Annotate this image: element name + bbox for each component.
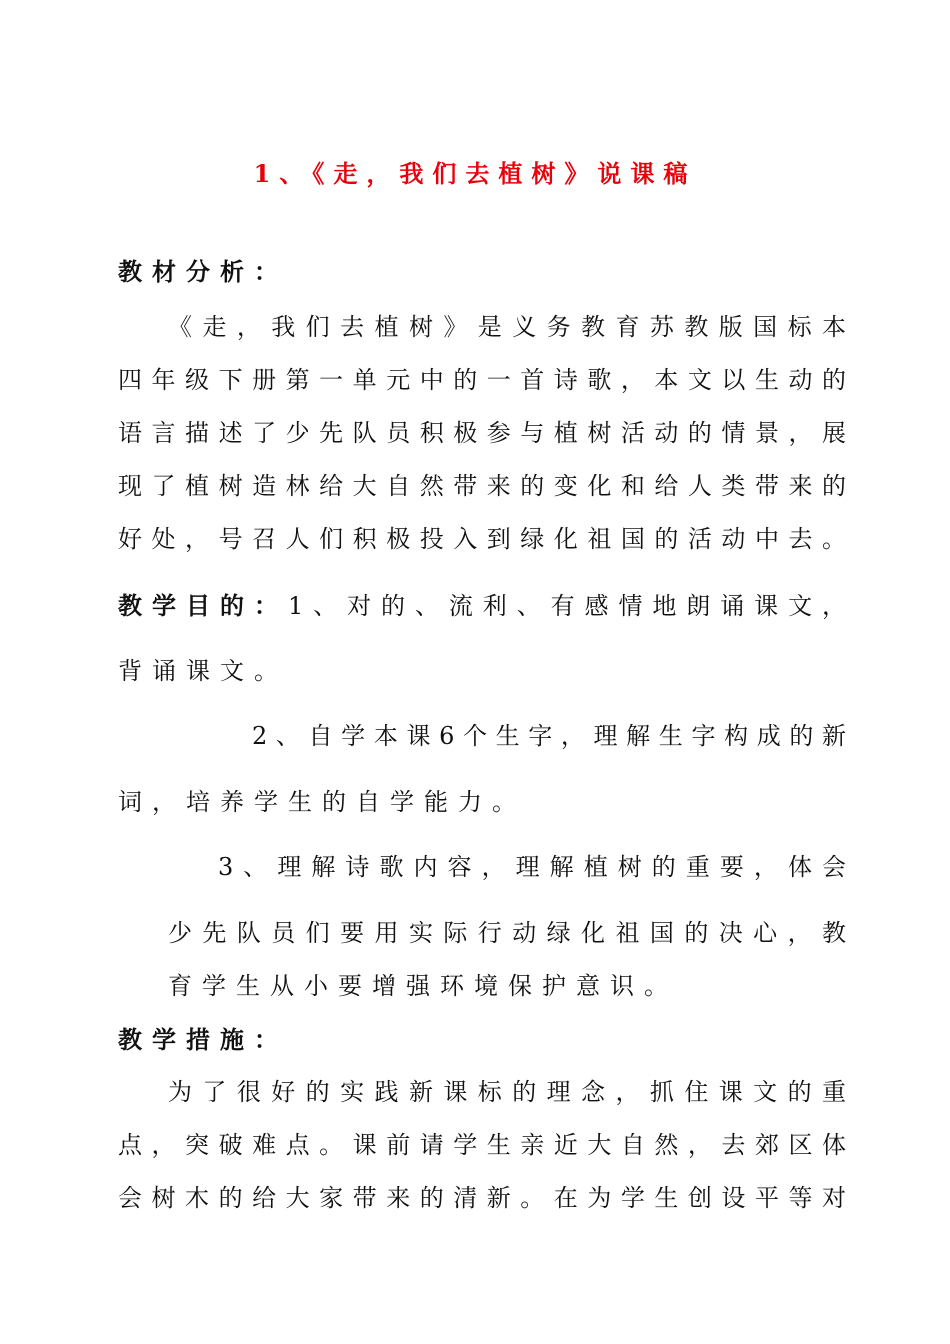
paragraph-line: 词，培养学生的自学能力。 [118,788,526,816]
paragraph-line: 四年级下册第一单元中的一首诗歌，本文以生动的 [118,366,846,394]
paragraph-line: 好处，号召人们积极投入到绿化祖国的活动中去。 [118,525,846,553]
paragraph-line: 育学生从小要增强环境保护意识。 [168,972,678,1000]
paragraph-line: 少先队员们要用实际行动绿化祖国的决心，教 [168,919,846,947]
paragraph-line: 语言描述了少先队员积极参与植树活动的情景，展 [118,419,846,447]
paragraph-line: 《走，我们去植树》是义务教育苏教版国标本 [168,313,846,341]
document-title: 1、《走，我们去植树》说课稿 [253,159,697,188]
goal-item-2: 2、自学本课6个生字，理解生字构成的新 [252,722,846,750]
paragraph-line: 为了很好的实践新课标的理念，抓住课文的重 [168,1078,846,1106]
paragraph-line: 背诵课文。 [118,657,288,685]
section-heading-analysis: 教材分析： [118,257,288,286]
paragraph-line: 现了植树造林给大自然带来的变化和给人类带来的 [118,472,846,500]
section-heading-goals: 教学目的： [118,591,288,620]
section-heading-measures: 教学措施： [118,1025,288,1054]
paragraph-line: 会树木的给大家带来的清新。在为学生创设平等对 [118,1184,846,1212]
paragraph-line: 点，突破难点。课前请学生亲近大自然，去郊区体 [118,1131,846,1159]
goal-item-1: 1、对的、流利、有感情地朗诵课文， [288,592,846,620]
goal-item-3: 3、理解诗歌内容，理解植树的重要，体会 [218,853,846,881]
